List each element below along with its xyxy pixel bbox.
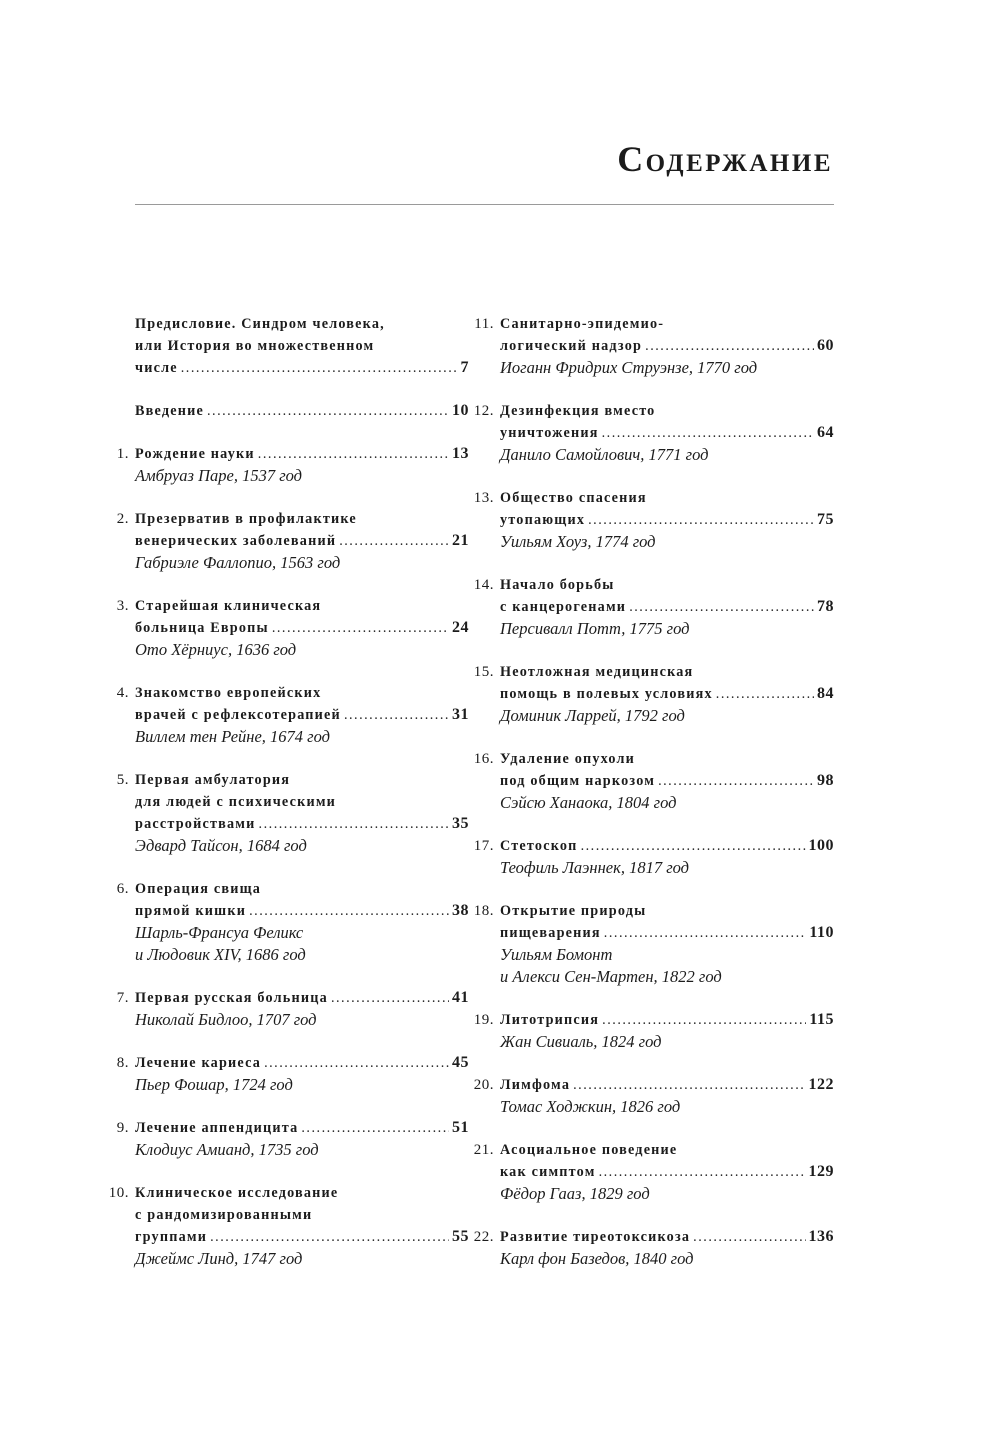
entry-author: Фёдор Гааз, 1829 год (500, 1184, 650, 1203)
entry-title-line (135, 813, 469, 835)
toc-column-right (473, 313, 834, 1270)
dot-leader (693, 1226, 805, 1248)
entry-title: Рождение науки (135, 446, 255, 462)
chapter-number: 11. (474, 316, 494, 332)
chapter-number: 4. (116, 685, 129, 701)
page-number: 110 (809, 924, 834, 941)
entry-title-line (500, 574, 834, 596)
entry-title-line (135, 878, 469, 900)
toc-entry-chapter[interactable] (116, 1117, 469, 1161)
dot-leader (272, 617, 449, 639)
chapter-number: 10. (108, 1185, 129, 1201)
toc-entry-chapter[interactable] (473, 661, 834, 727)
entry-author: и Алекси Сен-Мартен, 1822 год (500, 967, 722, 986)
chapter-number: 16. (473, 751, 494, 767)
entry-title-line (135, 1182, 469, 1204)
toc-entry-chapter[interactable] (116, 987, 469, 1031)
toc-entry-chapter[interactable] (473, 1074, 834, 1118)
entry-author: Ото Хёрниус, 1636 год (135, 640, 297, 659)
page-number: 31 (452, 706, 469, 723)
entry-title: как симптом (500, 1164, 596, 1180)
dot-leader (181, 357, 458, 379)
entry-title-line (500, 313, 834, 335)
entry-title-line (135, 357, 469, 379)
entry-title: с рандомизированными (135, 1207, 313, 1223)
entry-title-line (500, 1226, 834, 1248)
entry-title: врачей с рефлексотерапией (135, 707, 341, 723)
entry-title: Операция свища (135, 881, 262, 897)
entry-title-line (500, 422, 834, 444)
entry-title-line (135, 1226, 469, 1248)
toc-entry-chapter[interactable] (116, 443, 469, 487)
entry-title: Лечение кариеса (135, 1055, 262, 1071)
entry-title: Дезинфекция вместо (500, 403, 656, 419)
entry-title: логический надзор (500, 338, 643, 354)
entry-title-line (500, 1161, 834, 1183)
dot-leader (602, 422, 814, 444)
entry-title-line (500, 400, 834, 422)
page-number: 55 (452, 1228, 469, 1245)
dot-leader (573, 1074, 805, 1096)
entry-title-line (500, 835, 834, 857)
page-number: 64 (817, 424, 834, 441)
entry-author: Клодиус Амианд, 1735 год (135, 1140, 319, 1159)
entry-title: Введение (135, 403, 204, 419)
entry-title: помощь в полевых условиях (500, 686, 713, 702)
entry-author: Томас Ходжкин, 1826 год (500, 1097, 681, 1116)
entry-title-line (135, 900, 469, 922)
entry-author: Данило Самойлович, 1771 год (500, 445, 709, 464)
entry-title: Общество спасения (500, 490, 647, 506)
entry-title: Предисловие. Синдром человека, (135, 316, 385, 332)
page-number: 21 (452, 532, 469, 549)
entry-title-line (135, 313, 469, 335)
entry-title: Знакомство европейских (135, 685, 322, 701)
page-number: 35 (452, 815, 469, 832)
dot-leader (604, 922, 807, 944)
toc-entry-chapter[interactable] (473, 835, 834, 879)
toc-entry-chapter[interactable] (473, 574, 834, 640)
entry-author: Теофиль Лаэннек, 1817 год (500, 858, 690, 877)
entry-title-line (135, 1117, 469, 1139)
entry-author: Пьер Фошар, 1724 год (135, 1075, 293, 1094)
entry-title-line (500, 1074, 834, 1096)
chapter-number: 7. (116, 990, 129, 1006)
page-number: 24 (452, 619, 469, 636)
entry-title: Начало борьбы (500, 577, 615, 593)
toc-entry-chapter[interactable] (116, 682, 469, 748)
chapter-number: 12. (473, 403, 494, 419)
dot-leader (599, 1161, 806, 1183)
dot-leader (264, 1052, 449, 1074)
entry-title-line (500, 900, 834, 922)
entry-author: Жан Сивиаль, 1824 год (500, 1032, 662, 1051)
chapter-number: 19. (473, 1012, 494, 1028)
chapter-number: 20. (473, 1077, 494, 1093)
entry-author: и Людовик XIV, 1686 год (135, 945, 306, 964)
entry-title-line (135, 595, 469, 617)
chapter-number: 21. (473, 1142, 494, 1158)
entry-title-line (500, 335, 834, 357)
entry-title-line (500, 748, 834, 770)
entry-title-line (135, 443, 469, 465)
entry-author: Николай Бидлоо, 1707 год (135, 1010, 317, 1029)
entry-title: Презерватив в профилактике (135, 511, 357, 527)
page-title: Содержание (617, 139, 833, 179)
page-number: 98 (817, 772, 834, 789)
page-number: 7 (460, 359, 469, 376)
dot-leader (259, 813, 449, 835)
page-number: 100 (808, 837, 834, 854)
entry-title: с канцерогенами (500, 599, 627, 615)
entry-title: Удаление опухоли (500, 751, 636, 767)
page-number: 38 (452, 902, 469, 919)
entry-title-line (500, 1139, 834, 1161)
dot-leader (658, 770, 814, 792)
toc-entry-preface[interactable] (135, 313, 469, 379)
entry-title-line (500, 770, 834, 792)
entry-title: Асоциальное поведение (500, 1142, 678, 1158)
chapter-number: 6. (116, 881, 129, 897)
entry-title: прямой кишки (135, 903, 247, 919)
entry-title: венерических заболеваний (135, 533, 337, 549)
page-number: 60 (817, 337, 834, 354)
entry-title: Стетоскоп (500, 838, 578, 854)
dot-leader (645, 335, 814, 357)
entry-title: Литотрипсия (500, 1012, 600, 1028)
entry-title: Первая амбулатория (135, 772, 291, 788)
entry-title-line (135, 400, 469, 422)
entry-title-line (135, 987, 469, 1009)
entry-title: Санитарно-эпидемио- (500, 316, 665, 332)
entry-author: Карл фон Базедов, 1840 год (500, 1249, 694, 1268)
dot-leader (210, 1226, 449, 1248)
toc-entry-chapter[interactable] (116, 1052, 469, 1096)
chapter-number: 18. (473, 903, 494, 919)
toc-entry-intro[interactable] (135, 400, 469, 422)
entry-title-line (500, 683, 834, 705)
entry-title: уничтожения (500, 425, 599, 441)
entry-title: расстройствами (135, 816, 256, 832)
dot-leader (301, 1117, 449, 1139)
title-rule (135, 204, 834, 205)
entry-title: или История во множественном (135, 338, 375, 354)
dot-leader (258, 443, 449, 465)
entry-title: Первая русская больница (135, 990, 328, 1006)
page-number: 45 (452, 1054, 469, 1071)
page-number: 10 (452, 402, 469, 419)
dot-leader (339, 530, 449, 552)
entry-author: Амбруаз Паре, 1537 год (135, 466, 303, 485)
chapter-number: 5. (116, 772, 129, 788)
toc-entry-chapter[interactable] (473, 1139, 834, 1205)
entry-author: Сэйсю Ханаока, 1804 год (500, 793, 677, 812)
dot-leader (716, 683, 814, 705)
toc-entry-chapter[interactable] (116, 878, 469, 966)
toc-entry-chapter[interactable] (116, 595, 469, 661)
entry-title-line (500, 661, 834, 683)
entry-author: Габриэле Фаллопио, 1563 год (135, 553, 341, 572)
entry-author: Персивалл Потт, 1775 год (500, 619, 690, 638)
toc-entry-chapter[interactable] (473, 487, 834, 553)
page-number: 136 (808, 1228, 834, 1245)
entry-title-line (135, 508, 469, 530)
dot-leader (588, 509, 814, 531)
page-number: 122 (808, 1076, 834, 1093)
entry-title: Неотложная медицинская (500, 664, 694, 680)
page-number: 84 (817, 685, 834, 702)
entry-title-line (135, 1204, 469, 1226)
toc-entry-chapter[interactable] (473, 900, 834, 988)
entry-title: Старейшая клиническая (135, 598, 322, 614)
dot-leader (207, 400, 449, 422)
entry-title-line (500, 1009, 834, 1031)
toc-column-left (108, 313, 469, 1270)
chapter-number: 13. (473, 490, 494, 506)
chapter-number: 15. (473, 664, 494, 680)
entry-title-line (500, 487, 834, 509)
page-number: 129 (808, 1163, 834, 1180)
entry-title: Лимфома (500, 1077, 571, 1093)
entry-title-line (135, 617, 469, 639)
entry-title: числе (135, 360, 178, 376)
entry-author: Эдвард Тайсон, 1684 год (135, 836, 307, 855)
entry-author: Джеймс Линд, 1747 год (135, 1249, 303, 1268)
page-number: 13 (452, 445, 469, 462)
entry-author: Уильям Хоуз, 1774 год (500, 532, 656, 551)
entry-title-line (500, 922, 834, 944)
entry-author: Уильям Бомонт (500, 945, 613, 964)
chapter-number: 22. (473, 1229, 494, 1245)
entry-title-line (135, 335, 469, 357)
entry-title: для людей с психическими (135, 794, 337, 810)
page-number: 41 (452, 989, 469, 1006)
chapter-number: 14. (473, 577, 494, 593)
entry-title-line (135, 530, 469, 552)
toc-entry-chapter[interactable] (473, 1226, 834, 1270)
chapter-number: 17. (473, 838, 494, 854)
entry-author: Доминик Ларрей, 1792 год (500, 706, 685, 725)
entry-title-line (500, 596, 834, 618)
entry-title-line (135, 791, 469, 813)
page-number: 75 (817, 511, 834, 528)
dot-leader (602, 1009, 806, 1031)
entry-title: больница Европы (135, 620, 269, 636)
entry-title: Открытие природы (500, 903, 647, 919)
toc-entry-chapter[interactable] (116, 769, 469, 857)
dot-leader (629, 596, 814, 618)
entry-title: утопающих (500, 512, 586, 528)
entry-author: Шарль-Франсуа Феликс (135, 923, 304, 942)
toc-entry-chapter[interactable] (473, 1009, 834, 1053)
page-number: 115 (809, 1011, 834, 1028)
entry-title: Лечение аппендицита (135, 1120, 299, 1136)
entry-title-line (135, 704, 469, 726)
toc-entry-chapter[interactable] (108, 1182, 469, 1270)
entry-title: Клиническое исследование (135, 1185, 339, 1201)
dot-leader (331, 987, 449, 1009)
entry-title-line (135, 769, 469, 791)
chapter-number: 3. (116, 598, 129, 614)
toc-entry-chapter[interactable] (473, 748, 834, 814)
chapter-number: 8. (116, 1055, 129, 1071)
page-number: 78 (817, 598, 834, 615)
entry-title-line (500, 509, 834, 531)
toc-entry-chapter[interactable] (474, 313, 834, 379)
entry-title: Развитие тиреотоксикоза (500, 1229, 691, 1245)
entry-author: Иоганн Фридрих Струэнзе, 1770 год (500, 358, 758, 377)
toc-entry-chapter[interactable] (473, 400, 834, 466)
chapter-number: 2. (116, 511, 129, 527)
chapter-number: 1. (116, 446, 129, 462)
entry-title: пищеварения (500, 925, 601, 941)
dot-leader (249, 900, 449, 922)
toc-entry-chapter[interactable] (116, 508, 469, 574)
entry-title: группами (135, 1229, 208, 1245)
dot-leader (344, 704, 449, 726)
entry-title-line (135, 682, 469, 704)
chapter-number: 9. (116, 1120, 129, 1136)
page-number: 51 (452, 1119, 469, 1136)
entry-author: Виллем тен Рейне, 1674 год (135, 727, 331, 746)
dot-leader (581, 835, 806, 857)
entry-title-line (135, 1052, 469, 1074)
entry-title: под общим наркозом (500, 773, 656, 789)
